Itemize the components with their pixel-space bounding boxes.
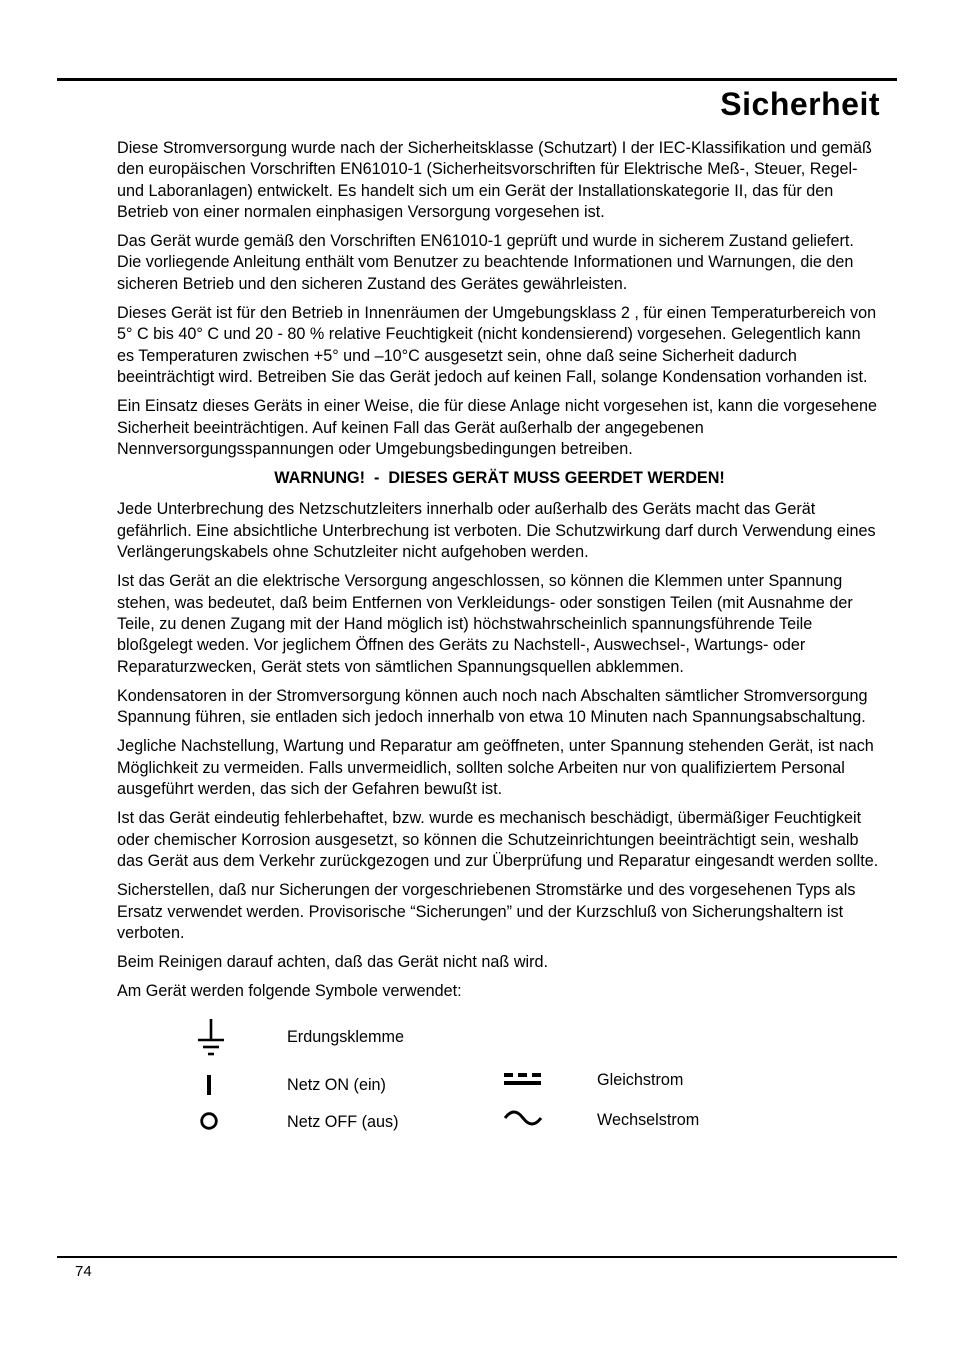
- header-rule: [57, 78, 897, 81]
- page-title: Sicherheit: [720, 86, 880, 122]
- symbol-label-ac: Wechselstrom: [597, 1110, 700, 1129]
- body-content: [117, 138, 882, 1147]
- footer-rule: [57, 1256, 897, 1258]
- direct-current-icon: [503, 1071, 543, 1087]
- power-on-icon: [205, 1075, 213, 1095]
- paragraph: Ein Einsatz dieses Geräts in einer Weise, die für diese Anlage nicht vorgesehen ist, kann die vorgesehene Sicherheit beeinträchtigen. Auf keinen Fall das Gerät außerhalb der angegebenen Nennversorgungsspannungen oder Umgebungsbedingungen betreiben.: [117, 397, 878, 458]
- power-off-icon: [199, 1111, 219, 1131]
- symbol-label-dc: Gleichstrom: [597, 1070, 684, 1089]
- symbol-label-power-off: Netz OFF (aus): [287, 1112, 399, 1131]
- paragraph: Am Gerät werden folgende Symbole verwendet:: [117, 982, 462, 1001]
- paragraph: Beim Reinigen darauf achten, daß das Gerät nicht naß wird.: [117, 953, 548, 972]
- paragraph: Ist das Gerät eindeutig fehlerbehaftet, bzw. wurde es mechanisch beschädigt, übermäßiger Feuchtigkeit oder chemischer Korrosion ausgesetzt, so können die Schutzeinrichtungen beeinträchtigt sein, weshalb das Gerät aus dem Verkehr zurückgezogen und zur Überprüfung und Reparatur eingesandt werden sollte.: [117, 809, 879, 870]
- alternating-current-icon: [503, 1108, 543, 1128]
- earth-ground-icon: [197, 1017, 225, 1061]
- warning-text: WARNUNG! - DIESES GERÄT MUSS GEERDET WERDEN!: [274, 469, 725, 488]
- paragraph: Diese Stromversorgung wurde nach der Sicherheitsklasse (Schutzart) I der IEC-Klassifikation und gemäß den europäischen Vorschriften EN61010-1 (Sicherheitsvorschriften für Elektrische Meß-, Steuer, Regel- und Laboranlagen) entwickelt. Es handelt sich um ein Gerät der Installationskategorie II, das für den Betrieb von einer normalen einphasigen Versorgung vorgesehen ist.: [117, 139, 872, 221]
- paragraph: Kondensatoren in der Stromversorgung können auch noch nach Abschalten sämtlicher Stromversorgung Spannung führen, sie entladen sich jedoch innerhalb von etwa 10 Minuten nach Spannungsabschaltung.: [117, 686, 868, 727]
- symbol-label-earth: Erdungsklemme: [287, 1027, 404, 1046]
- paragraph: Jegliche Nachstellung, Wartung und Reparatur am geöffneten, unter Spannung stehenden Gerät, ist nach Möglichkeit zu vermeiden. Falls unvermeidlich, sollten solche Arbeiten nur von qualifiziertem Personal ausgeführt werden, das sich der Gefahren bewußt ist.: [117, 737, 874, 799]
- paragraph: Ist das Gerät an die elektrische Versorgung angeschlossen, so können die Klemmen unter Spannung stehen, was bedeutet, daß beim Entfernen von Verkleidungs- oder sonstigen Teilen (mit Ausnahme der Teile, zu denen Zugang mit der Hand möglich ist) höchstwahrscheinlich spannungsführende Teile bloßgelegt weden. Vor jeglichem Öffnen des Geräts zu Nachstell-, Auswechsel-, Wartungs- oder Reparaturzwecken, Gerät stets von sämtlichen Spannungsquellen abklemmen.: [117, 572, 853, 676]
- paragraph: Dieses Gerät ist für den Betrieb in Innenräumen der Umgebungsklass 2 , für einen Temperaturbereich von 5° C bis 40° C und 20 - 80 % relative Feuchtigkeit (nicht kondensierend) vorgesehen. Gelegentlich kann es Temperaturen zwischen +5° und –10°C ausgesetzt sein, ohne daß seine Sicherheit dadurch beeinträchtigt wird. Betreiben Sie das Gerät jedoch auf keinen Fall, solange Kondensation vorhanden ist.: [117, 304, 877, 386]
- symbol-label-power-on: Netz ON (ein): [287, 1075, 386, 1094]
- paragraph: Sicherstellen, daß nur Sicherungen der vorgeschriebenen Stromstärke und des vorgesehenen Typs als Ersatz verwendet werden. Provisorische “Sicherungen” und der Kurzschluß von Sicherungshaltern ist verboten.: [117, 881, 856, 942]
- symbols-section: [117, 1017, 882, 1147]
- page-number: 74: [75, 1263, 92, 1280]
- paragraph: Das Gerät wurde gemäß den Vorschriften EN61010-1 geprüft und wurde in sicherem Zustand geliefert. Die vorliegende Anleitung enthält vom Benutzer zu beachtende Informationen und Warnungen, die den sicheren Betrieb und den sicheren Zustand des Gerätes gewährleisten.: [117, 232, 854, 293]
- paragraph: Jede Unterbrechung des Netzschutzleiters innerhalb oder außerhalb des Geräts macht das Gerät gefährlich. Eine absichtliche Unterbrechung ist verboten. Die Schutzwirkung darf durch Verwendung eines Verlängerungskabels ohne Schutzleiter nicht aufgehoben werden.: [117, 500, 876, 562]
